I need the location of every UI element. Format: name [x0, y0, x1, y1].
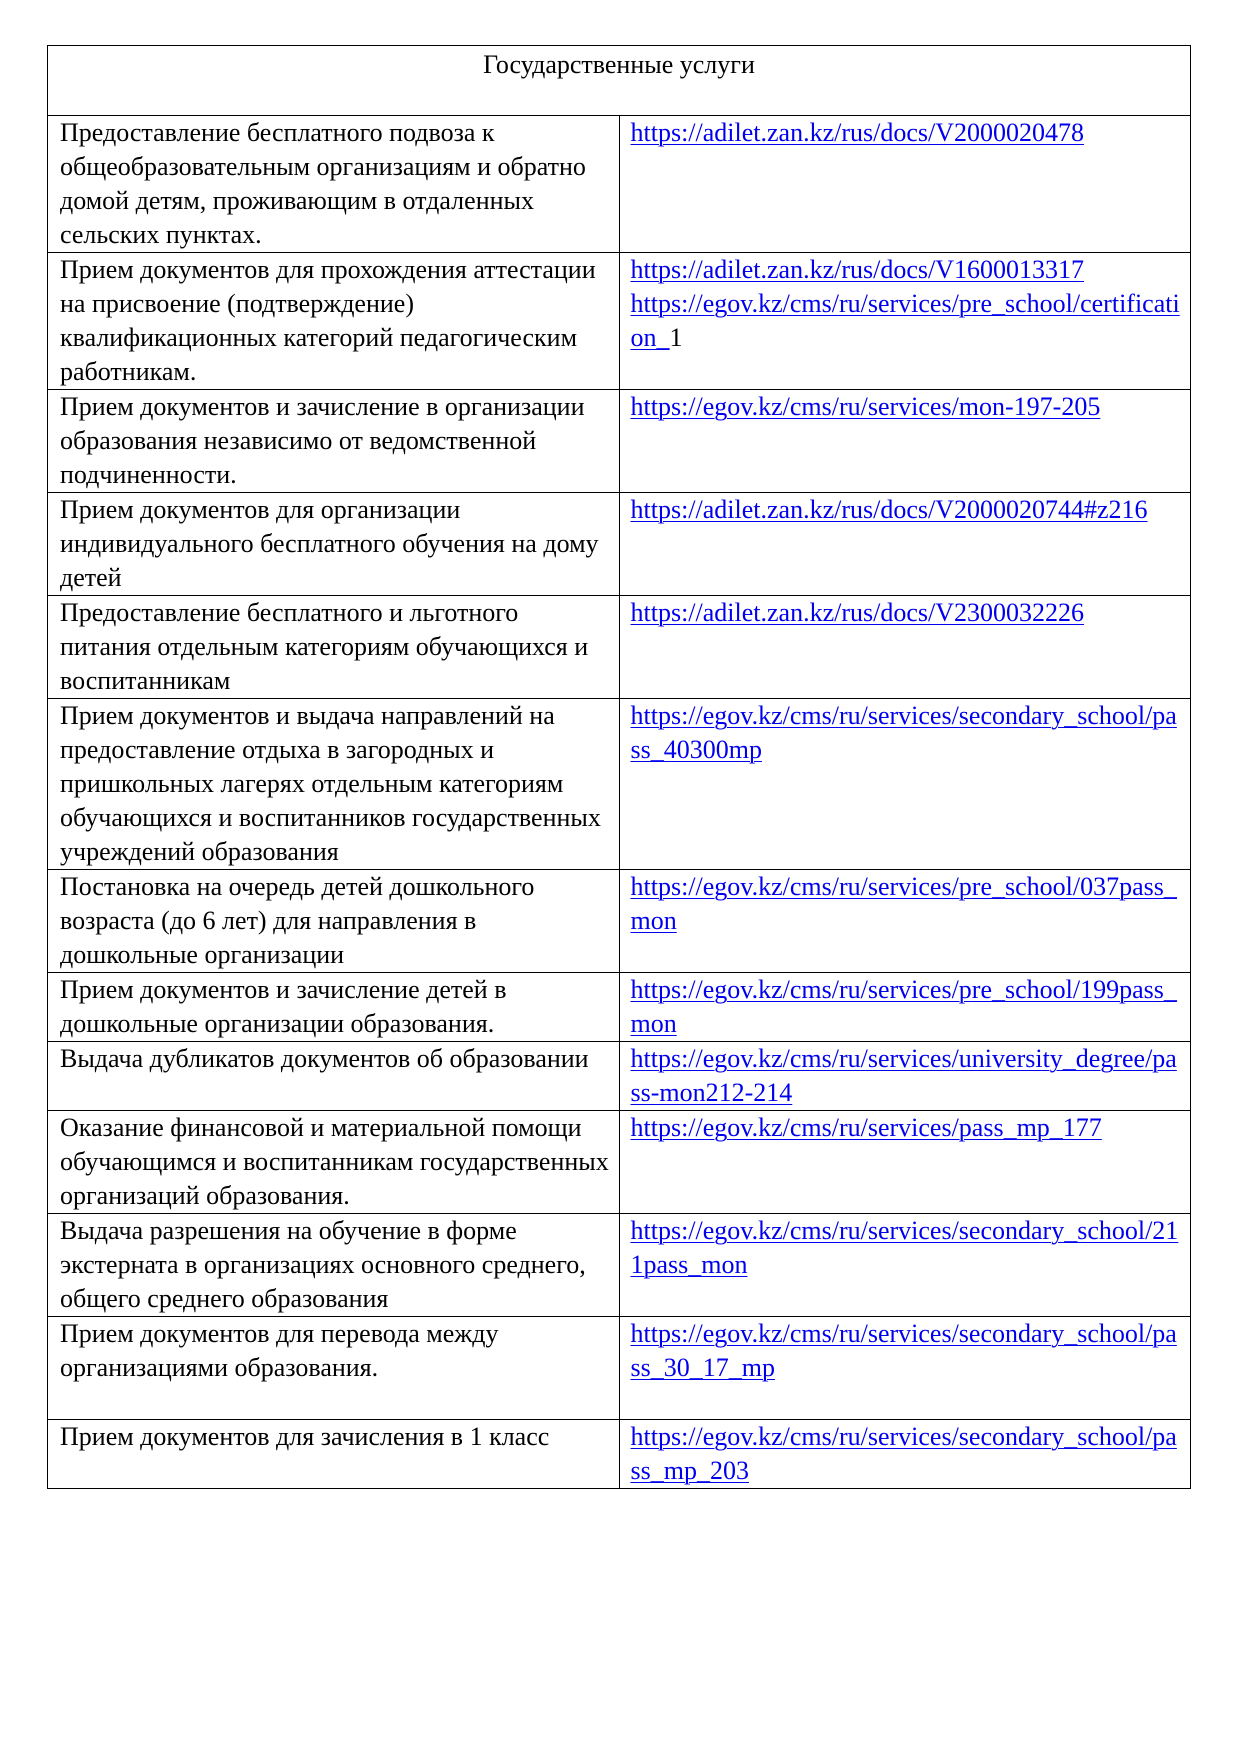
service-link-cell: [619, 1042, 1191, 1111]
service-link-cell: [619, 1214, 1191, 1317]
service-link-cell: [619, 1111, 1191, 1214]
service-name: Предоставление бесплатного и льготного питания отдельным категориям обучающихся и воспитанникам: [48, 596, 620, 699]
table-header-row: [48, 46, 1191, 116]
service-link-cell: [619, 1317, 1191, 1420]
table-row: [48, 1214, 1191, 1317]
service-link-cell: [619, 870, 1191, 973]
table-title: Государственные услуги: [48, 46, 1191, 116]
table-row: [48, 596, 1191, 699]
service-link[interactable]: https://adilet.zan.kz/rus/docs/V1600013317: [630, 255, 1084, 284]
service-link[interactable]: https://egov.kz/cms/ru/services/secondary_school/pass_mp_203: [630, 1422, 1177, 1485]
service-link[interactable]: https://egov.kz/cms/ru/services/secondary_school/pass_40300mp: [630, 701, 1177, 764]
table-row: [48, 1042, 1191, 1111]
service-link[interactable]: https://egov.kz/cms/ru/services/pass_mp_177: [630, 1113, 1102, 1142]
table-row: [48, 699, 1191, 870]
table-row: [48, 390, 1191, 493]
service-link[interactable]: https://adilet.zan.kz/rus/docs/V2000020478: [630, 118, 1084, 147]
service-name: Прием документов для организации индивидуального бесплатного обучения на дому детей: [48, 493, 620, 596]
service-link[interactable]: https://egov.kz/cms/ru/services/university_degree/pass-mon212-214: [630, 1044, 1177, 1107]
service-name: Прием документов и зачисление в организации образования независимо от ведомственной подчиненности.: [48, 390, 620, 493]
table-row: [48, 253, 1191, 390]
service-link[interactable]: https://egov.kz/cms/ru/services/mon-197-205: [630, 392, 1101, 421]
service-link-cell: [619, 253, 1191, 390]
table-row: [48, 493, 1191, 596]
service-link-cell: [619, 493, 1191, 596]
service-link[interactable]: https://adilet.zan.kz/rus/docs/V2300032226: [630, 598, 1084, 627]
service-name: Прием документов для зачисления в 1 класс: [48, 1420, 620, 1489]
service-name: Прием документов для прохождения аттестации на присвоение (подтверждение) квалификационных категорий педагогическим работникам.: [48, 253, 620, 390]
link-suffix: 1: [669, 323, 683, 352]
service-link-cell: [619, 1420, 1191, 1489]
table-row: [48, 1317, 1191, 1420]
service-link-cell: [619, 390, 1191, 493]
services-table: [47, 45, 1191, 1489]
table-row: [48, 1420, 1191, 1489]
table-row: [48, 973, 1191, 1042]
service-link-cell: [619, 596, 1191, 699]
service-link-cell: [619, 973, 1191, 1042]
service-name: Прием документов и выдача направлений на предоставление отдыха в загородных и пришкольных лагерях отдельным категориям обучающихся и воспитанников государственных учреждений образования: [48, 699, 620, 870]
service-name: Постановка на очередь детей дошкольного возраста (до 6 лет) для направления в дошкольные организации: [48, 870, 620, 973]
service-link-cell: [619, 116, 1191, 253]
services-table-body: [48, 46, 1191, 1489]
service-link[interactable]: https://egov.kz/cms/ru/services/pre_school/199pass_mon: [630, 975, 1177, 1038]
table-row: [48, 116, 1191, 253]
service-name: Выдача разрешения на обучение в форме экстерната в организациях основного среднего, общего среднего образования: [48, 1214, 620, 1317]
service-link-cell: [619, 699, 1191, 870]
service-name: Оказание финансовой и материальной помощи обучающимся и воспитанникам государственных организаций образования.: [48, 1111, 620, 1214]
table-row: [48, 870, 1191, 973]
service-link[interactable]: https://adilet.zan.kz/rus/docs/V2000020744#z216: [630, 495, 1148, 524]
service-name: Прием документов для перевода между организациями образования.: [48, 1317, 620, 1420]
service-name: Прием документов и зачисление детей в дошкольные организации образования.: [48, 973, 620, 1042]
service-name: Предоставление бесплатного подвоза к общеобразовательным организациям и обратно домой детям, проживающим в отдаленных сельских пунктах.: [48, 116, 620, 253]
service-link[interactable]: https://egov.kz/cms/ru/services/secondary_school/pass_30_17_mp: [630, 1319, 1177, 1382]
table-row: [48, 1111, 1191, 1214]
service-link[interactable]: https://egov.kz/cms/ru/services/pre_school/certification_: [630, 289, 1180, 352]
service-name: Выдача дубликатов документов об образовании: [48, 1042, 620, 1111]
service-link[interactable]: https://egov.kz/cms/ru/services/pre_school/037pass_mon: [630, 872, 1177, 935]
service-link[interactable]: https://egov.kz/cms/ru/services/secondary_school/211pass_mon: [630, 1216, 1179, 1279]
